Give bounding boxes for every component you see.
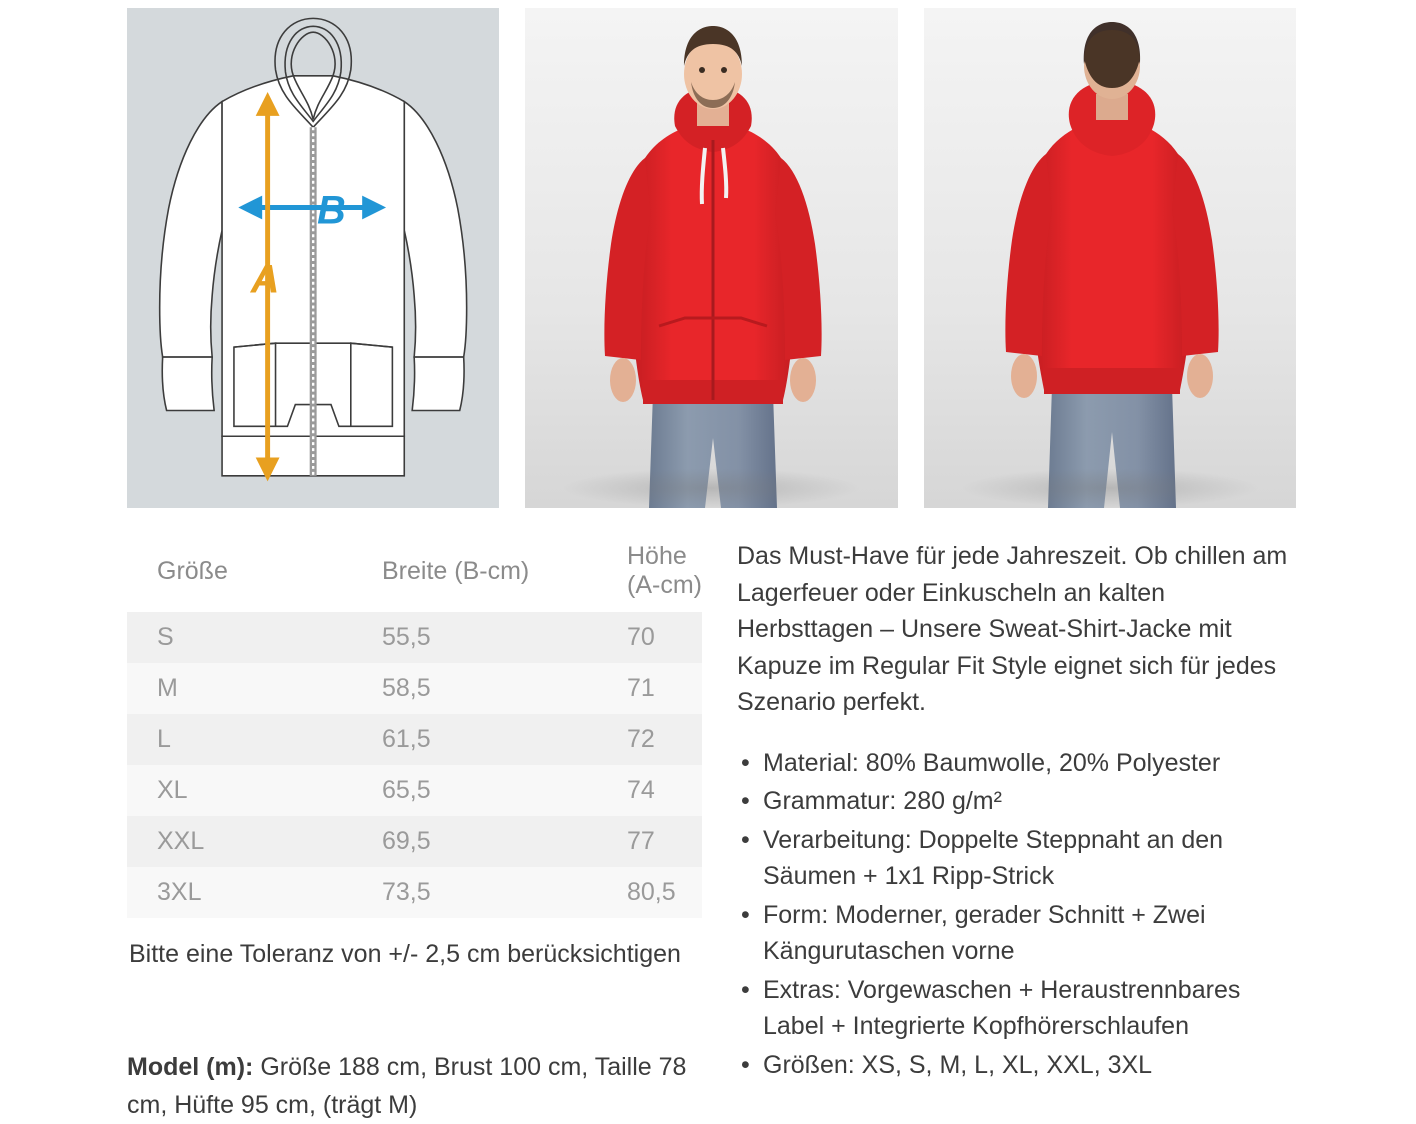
diagram-label-b: B [317, 188, 346, 233]
cell-width: 73,5 [352, 867, 597, 918]
cell-height: 77 [597, 816, 702, 867]
model-label: Model (m): [127, 1053, 254, 1081]
cell-height: 70 [597, 612, 702, 663]
list-item: • Größen: XS, S, M, L, XL, XXL, 3XL [737, 1047, 1297, 1084]
product-details [0, 508, 1416, 1124]
model-back-photo [924, 8, 1296, 508]
photo-shadow [561, 468, 861, 508]
table-row [127, 867, 702, 918]
cell-width: 69,5 [352, 816, 597, 867]
list-item: • Verarbeitung: Doppelte Steppnaht an den Säumen + 1x1 Ripp-Strick [737, 822, 1297, 895]
product-image-row [0, 0, 1416, 508]
list-item: • Grammatur: 280 g/m² [737, 783, 1297, 820]
cell-height: 72 [597, 714, 702, 765]
diagram-label-a: A [250, 257, 280, 302]
list-item: • Form: Moderner, gerader Schnitt + Zwei Kängurutaschen vorne [737, 897, 1297, 970]
tolerance-note: Bitte eine Toleranz von +/- 2,5 cm berücksichtigen [129, 940, 681, 968]
product-intro: Das Must-Have für jede Jahreszeit. Ob chillen am Lagerfeuer oder Einkuscheln an kalten Herbsttagen – Unsere Sweat-Shirt-Jacke mit Kapuze im Regular Fit Style eignet sich für jedes Szenario perfekt. [737, 542, 1288, 716]
table-row [127, 765, 702, 816]
cell-width: 61,5 [352, 714, 597, 765]
cell-height: 71 [597, 663, 702, 714]
model-measurements-text: Größe 188 cm, Brust 100 cm, Taille 78 cm, Hüfte 95 cm, (trägt M) [127, 1053, 687, 1119]
cell-size: XL [127, 765, 352, 816]
table-header-row [127, 530, 702, 612]
description-column [737, 530, 1297, 1124]
cell-size: 3XL [127, 867, 352, 918]
measurement-diagram [127, 8, 499, 508]
feature-list [737, 745, 1297, 1084]
size-table [127, 530, 702, 918]
model-front-photo [525, 8, 897, 508]
header-width: Breite (B-cm) [352, 530, 597, 612]
cell-size: XXL [127, 816, 352, 867]
table-row [127, 663, 702, 714]
list-item: • Material: 80% Baumwolle, 20% Polyester [737, 745, 1297, 782]
header-height: Höhe (A-cm) [597, 530, 702, 612]
cell-width: 58,5 [352, 663, 597, 714]
table-row [127, 816, 702, 867]
cell-height: 80,5 [597, 867, 702, 918]
model-measurements [127, 1049, 687, 1124]
table-row [127, 714, 702, 765]
cell-width: 55,5 [352, 612, 597, 663]
cell-size: L [127, 714, 352, 765]
cell-size: M [127, 663, 352, 714]
photo-shadow [960, 468, 1260, 508]
size-chart-column [127, 530, 707, 1124]
cell-height: 74 [597, 765, 702, 816]
cell-width: 65,5 [352, 765, 597, 816]
list-item: • Extras: Vorgewaschen + Heraustrennbares Label + Integrierte Kopfhörerschlaufen [737, 972, 1297, 1045]
header-size: Größe [127, 530, 352, 612]
cell-size: S [127, 612, 352, 663]
table-row [127, 612, 702, 663]
